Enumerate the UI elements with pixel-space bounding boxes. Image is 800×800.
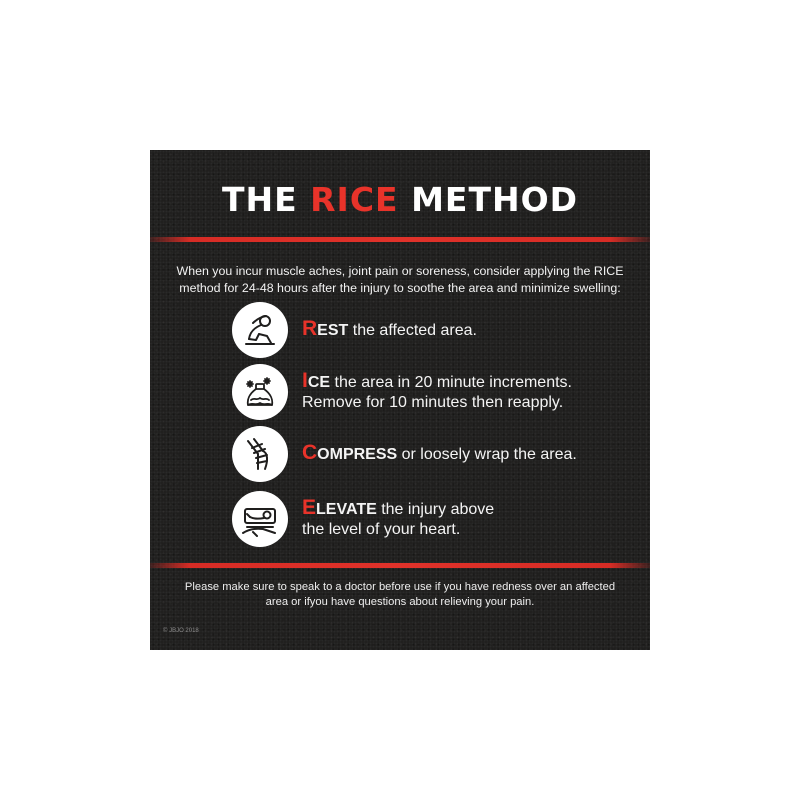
ice-pack-icon [232, 364, 288, 420]
step-ice-line2: Remove for 10 minutes then reapply. [302, 394, 564, 411]
step-elevate-initial: E [302, 496, 317, 519]
step-rest-text [302, 319, 477, 341]
step-compress-line1: or loosely wrap the area. [397, 446, 577, 463]
rice-method-card [150, 150, 650, 650]
step-compress-head: OMPRESS [317, 446, 398, 463]
step-elevate-head: LEVATE [316, 501, 377, 518]
step-compress-text [302, 443, 577, 465]
step-ice-initial: I [302, 369, 308, 392]
step-ice-line1: the area in 20 minute increments. [330, 374, 572, 391]
step-elevate [232, 491, 494, 547]
step-ice-line-1 [302, 371, 572, 393]
step-rest [232, 302, 477, 358]
bottom-divider [150, 563, 650, 568]
step-rest-head: EST [317, 322, 349, 339]
intro-text: When you incur muscle aches, joint pain or soreness, consider applying the RICE method for 24-48 hours after the injury to soothe the area and minimize swelling: [176, 264, 624, 295]
disclaimer-text: Please make sure to speak to a doctor before use if you have redness over an affected area or ifyou have questions about relieving your pain. [184, 581, 616, 608]
copyright-text: © JBJO 2018 [163, 628, 199, 634]
wrapped-knee-icon [232, 426, 288, 482]
title-suffix: METHOD [411, 180, 579, 219]
title-prefix: THE [221, 180, 298, 219]
elevated-leg-icon [232, 491, 288, 547]
step-elevate-line1: the injury above [376, 501, 495, 518]
page-title [150, 178, 650, 222]
step-rest-line1: the affected area. [348, 322, 477, 339]
step-ice-text [302, 371, 572, 413]
title-highlight: RICE [310, 180, 399, 219]
step-ice-head: CE [307, 374, 331, 391]
step-rest-initial: R [302, 317, 318, 340]
step-ice [232, 364, 572, 420]
resting-person-icon [232, 302, 288, 358]
step-compress [232, 426, 577, 482]
step-elevate-text [302, 498, 494, 540]
top-divider [150, 237, 650, 242]
step-elevate-line-1 [302, 498, 494, 520]
step-compress-initial: C [302, 441, 318, 464]
step-elevate-line2: the level of your heart. [302, 521, 461, 538]
